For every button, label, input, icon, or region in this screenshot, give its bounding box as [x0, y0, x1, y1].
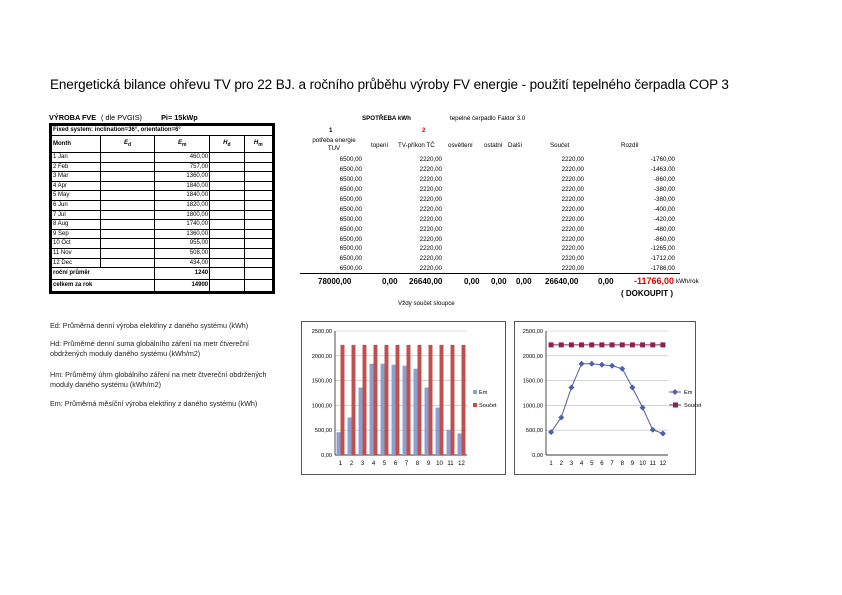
- soucet-value: 2220,00: [561, 175, 584, 183]
- fve-row: [52, 239, 273, 249]
- x-tick-label: 5: [382, 461, 387, 467]
- x-tick-label: 2: [559, 461, 563, 467]
- fve-em: 460,00: [155, 153, 210, 163]
- fve-table-block: [49, 112, 275, 294]
- soucet-value: 2220,00: [561, 185, 584, 193]
- tuv-value: 6500,00: [339, 205, 362, 213]
- x-tick-label: 6: [600, 461, 604, 467]
- fve-em: 434,00: [155, 258, 210, 268]
- fve-hd: [210, 239, 244, 249]
- y-tick-label: 1000,00: [311, 403, 332, 410]
- fve-month: 1 Jan: [52, 153, 101, 163]
- fve-ed: [100, 200, 155, 210]
- fve-em: 1360,00: [155, 172, 210, 182]
- tv-value: 2220,00: [419, 195, 442, 203]
- x-tick-label: 3: [360, 461, 365, 467]
- fve-hm: [244, 258, 272, 268]
- fve-ed: [100, 248, 155, 258]
- fve-month: 9 Sep: [52, 229, 101, 239]
- fve-month: 11 Nov: [52, 248, 101, 258]
- fve-power: Pi= 15kWp: [161, 113, 198, 122]
- col-number-1: 1: [329, 127, 333, 134]
- bar-em: [370, 364, 374, 455]
- fve-hd: [210, 200, 244, 210]
- avg-value: 1240: [155, 268, 210, 280]
- tuv-value: 6500,00: [339, 215, 362, 223]
- bar-soucet: [352, 345, 356, 455]
- fve-ed: [100, 191, 155, 201]
- col-month: Month: [52, 136, 101, 153]
- point-soucet: [569, 342, 574, 347]
- bar-em: [447, 430, 451, 455]
- fve-ed: [100, 172, 155, 182]
- bar-soucet: [396, 345, 400, 455]
- fve-em: 1740,00: [155, 220, 210, 230]
- x-tick-label: 6: [393, 461, 398, 467]
- point-em: [568, 385, 574, 391]
- fve-hd: [210, 248, 244, 258]
- tv-value: 2220,00: [419, 255, 442, 263]
- point-em: [579, 361, 585, 367]
- x-tick-label: 1: [549, 461, 553, 467]
- soucet-value: 2220,00: [561, 195, 584, 203]
- tuv-value: 6500,00: [339, 225, 362, 233]
- tuv-value: 6500,00: [339, 185, 362, 193]
- bar-em: [425, 388, 429, 455]
- x-tick-label: 8: [620, 461, 624, 467]
- x-tick-label: 2: [349, 461, 354, 467]
- x-tick-label: 11: [649, 461, 656, 467]
- x-tick-label: 12: [458, 461, 465, 467]
- soucet-value: 2220,00: [561, 255, 584, 263]
- heat-pump-note: tepelné čerpadlo Faktor 3.0: [450, 115, 526, 122]
- note-ed: Ed: Průměrná denní výroba elektřiny z daného systému (kWh): [50, 321, 249, 330]
- col-number-2: 2: [422, 127, 426, 134]
- tuv-value: 6500,00: [339, 235, 362, 243]
- fve-hm: [244, 153, 272, 163]
- tv-value: 2220,00: [419, 185, 442, 193]
- legend-label: Součet: [684, 403, 702, 409]
- fve-hm: [244, 200, 272, 210]
- point-em: [629, 385, 635, 391]
- soucet-value: 2220,00: [561, 165, 584, 173]
- tv-value: 2220,00: [419, 205, 442, 213]
- fve-em: 757,00: [155, 162, 210, 172]
- col-header-ostatni: ostatní: [484, 142, 503, 149]
- col-hm: $H_m$: [244, 136, 272, 153]
- rozdil-value: -1760,00: [650, 156, 675, 163]
- bar-soucet: [385, 345, 389, 455]
- fve-month: 5 May: [52, 191, 101, 201]
- fve-ed: [100, 210, 155, 220]
- total-zero: 0,00: [598, 277, 614, 286]
- x-tick-label: 9: [630, 461, 635, 467]
- tuv-value: 6500,00: [339, 175, 362, 183]
- y-tick-label: 0,00: [321, 453, 332, 459]
- legend-label: Součet: [479, 403, 497, 409]
- bar-em: [392, 365, 396, 455]
- col-header-soucet: Součet: [550, 142, 570, 149]
- fve-row: [52, 153, 273, 163]
- point-em: [660, 430, 666, 436]
- avg-row: [52, 268, 273, 280]
- fve-em: 1840,00: [155, 191, 210, 201]
- fve-hd: [210, 172, 244, 182]
- y-tick-label: 500,00: [314, 428, 332, 435]
- tuv-value: 6500,00: [339, 245, 362, 253]
- soucet-value: 2220,00: [561, 235, 584, 243]
- point-soucet: [650, 342, 655, 347]
- bar-em: [436, 408, 440, 455]
- bar-soucet: [440, 345, 444, 455]
- fve-hm: [244, 172, 272, 182]
- legend-label: Em: [479, 390, 488, 396]
- x-tick-label: 8: [415, 461, 420, 467]
- tuv-value: 6500,00: [339, 255, 362, 263]
- fve-month: 7 Jul: [52, 210, 101, 220]
- tv-value: 2220,00: [419, 265, 442, 273]
- total-tuv: 78000,00: [318, 277, 352, 286]
- bar-soucet: [451, 345, 455, 455]
- fve-hd: [210, 153, 244, 163]
- total-soucet: 26640,00: [545, 277, 579, 286]
- legend-swatch: [473, 390, 477, 394]
- x-tick-label: 4: [579, 461, 584, 467]
- point-em: [650, 427, 656, 433]
- tv-value: 2220,00: [419, 156, 442, 163]
- fve-row: [52, 172, 273, 182]
- fve-em: 1360,00: [155, 229, 210, 239]
- point-soucet: [599, 342, 604, 347]
- col-header-osvetleni: osvětlení: [448, 142, 473, 149]
- total-osvetleni: 0,00: [464, 277, 480, 286]
- fve-em: 955,00: [155, 239, 210, 249]
- x-tick-label: 10: [639, 461, 646, 467]
- line-chart-frame: [514, 321, 702, 475]
- rozdil-value: -1712,00: [650, 255, 675, 263]
- fve-hm: [244, 239, 272, 249]
- point-soucet: [559, 342, 564, 347]
- fve-ed: [100, 258, 155, 268]
- bar-chart-frame: [301, 321, 506, 475]
- tuv-value: 6500,00: [339, 165, 362, 173]
- tv-value: 2220,00: [419, 175, 442, 183]
- point-soucet: [660, 342, 665, 347]
- rozdil-value: -860,00: [654, 235, 675, 243]
- fve-month: 8 Aug: [52, 220, 101, 230]
- line-chart: [515, 322, 702, 474]
- fve-month: 3 Mar: [52, 172, 101, 182]
- y-tick-label: 2000,00: [522, 353, 543, 360]
- soucet-value: 2220,00: [561, 215, 584, 223]
- rozdil-value: -420,00: [654, 215, 675, 223]
- col-header-tv: TV-příkon TČ: [398, 142, 435, 149]
- fve-row: [52, 181, 273, 191]
- rozdil-value: -1463,00: [650, 165, 675, 173]
- col-ed: $E_d$: [100, 136, 155, 153]
- fve-row: [52, 200, 273, 210]
- col-header-topeni: topení: [371, 142, 389, 149]
- rozdil-column: [624, 155, 675, 274]
- soucet-value: 2220,00: [561, 225, 584, 233]
- x-tick-label: 7: [610, 461, 614, 467]
- legend-marker: [673, 403, 678, 408]
- rozdil-value: -380,00: [654, 195, 675, 203]
- fve-hd: [210, 220, 244, 230]
- fve-heading: VÝROBA FVE: [49, 113, 97, 122]
- series-line-em: [551, 364, 663, 434]
- bar-chart: [302, 322, 505, 474]
- note-em: Em: Průměrná měsíční výroba elektřiny z daného systému (kWh): [50, 399, 258, 408]
- soucet-value: 2220,00: [561, 156, 584, 163]
- x-tick-label: 12: [659, 461, 667, 467]
- tv-value: 2220,00: [419, 165, 442, 173]
- x-tick-label: 9: [426, 461, 431, 467]
- total-ostatni: 0,00: [491, 277, 507, 286]
- y-tick-label: 2500,00: [522, 329, 543, 335]
- point-em: [558, 414, 564, 420]
- fve-ed: [100, 162, 155, 172]
- y-tick-label: 1500,00: [522, 378, 543, 385]
- fve-ed: [100, 239, 155, 249]
- point-soucet: [610, 342, 615, 347]
- fve-ed: [100, 229, 155, 239]
- total-tv: 26640,00: [409, 277, 443, 286]
- bar-soucet: [418, 345, 422, 455]
- total-dalsi: 0,00: [516, 277, 532, 286]
- y-tick-label: 500,00: [525, 428, 543, 435]
- rozdil-value: -1786,00: [650, 265, 675, 273]
- x-tick-label: 11: [447, 461, 454, 467]
- y-tick-label: 0,00: [532, 453, 543, 459]
- bar-em: [337, 432, 341, 455]
- bar-soucet: [407, 345, 411, 455]
- point-soucet: [630, 342, 635, 347]
- rozdil-value: -380,00: [654, 185, 675, 193]
- note-hd: Hd: Průměrné denní suma globálního záření na metr čtvereční obdržených moduly daného systému (kWh/m2): [50, 339, 249, 358]
- fve-month: 10 Oct: [52, 239, 101, 249]
- tv-value: 2220,00: [419, 225, 442, 233]
- point-soucet: [579, 342, 584, 347]
- fve-row: [52, 258, 273, 268]
- fve-hd: [210, 162, 244, 172]
- x-tick-label: 1: [338, 461, 343, 467]
- bar-em: [414, 369, 418, 455]
- legend-label: Em: [684, 390, 693, 396]
- fve-source: ( dle PVGIS): [101, 113, 142, 122]
- fve-em: 1840,00: [155, 181, 210, 191]
- point-soucet: [640, 342, 645, 347]
- point-soucet: [549, 342, 554, 347]
- col-hd: $H_d$: [210, 136, 244, 153]
- bar-em: [403, 366, 407, 455]
- bar-em: [458, 433, 462, 455]
- soucet-value: 2220,00: [561, 205, 584, 213]
- tv-value: 2220,00: [419, 215, 442, 223]
- fve-row: [52, 248, 273, 258]
- fve-hd: [210, 229, 244, 239]
- point-em: [619, 366, 625, 372]
- fve-hd: [210, 210, 244, 220]
- page-title: Energetická bilance ohřevu TV pro 22 BJ. a ročního průběhu výroby FV energie - použití tepelného čerpadla COP 3: [50, 77, 729, 92]
- total-unit: kWh/rok: [676, 278, 699, 285]
- fve-header-row: [52, 136, 273, 153]
- soucet-value: 2220,00: [561, 245, 584, 253]
- fve-row: [52, 229, 273, 239]
- spotreba-heading: SPOTŘEBA kWh: [362, 115, 411, 122]
- fve-month: 6 Jun: [52, 200, 101, 210]
- fve-em: 1820,00: [155, 200, 210, 210]
- rozdil-value: -400,00: [654, 205, 675, 213]
- fve-row: [52, 210, 273, 220]
- fve-ed: [100, 153, 155, 163]
- fixed-system-label: Fixed system: inclination=36°, orientation=6°: [52, 126, 273, 136]
- total-rozdil: -11766,00: [634, 276, 675, 286]
- bar-em: [348, 417, 352, 455]
- y-tick-label: 2000,00: [311, 353, 332, 360]
- fve-hd: [210, 258, 244, 268]
- fve-hd: [210, 181, 244, 191]
- fve-table-frame: [49, 123, 275, 294]
- x-tick-label: 10: [436, 461, 443, 467]
- fve-heading-row: [49, 112, 275, 123]
- fve-hm: [244, 210, 272, 220]
- x-tick-label: 3: [569, 461, 574, 467]
- tuv-value: 6500,00: [339, 156, 362, 163]
- fve-ed: [100, 220, 155, 230]
- rozdil-value: -860,00: [654, 175, 675, 183]
- fve-hm: [244, 181, 272, 191]
- tuv-value: 6500,00: [339, 265, 362, 273]
- point-soucet: [620, 342, 625, 347]
- bar-soucet: [374, 345, 378, 455]
- tv-value: 2220,00: [419, 235, 442, 243]
- column-sum-footnote: Vždy součet sloupce: [398, 300, 455, 307]
- total-topeni: 0,00: [382, 277, 398, 286]
- avg-label: roční průměr: [52, 268, 155, 280]
- fve-month: 2 Feb: [52, 162, 101, 172]
- fve-month: 12 Dec: [52, 258, 101, 268]
- fve-hm: [244, 229, 272, 239]
- x-tick-label: 4: [371, 461, 376, 467]
- y-tick-label: 2500,00: [311, 329, 332, 335]
- y-tick-label: 1000,00: [522, 403, 543, 410]
- legend-swatch: [473, 403, 477, 407]
- total-value: 14900: [155, 280, 210, 292]
- bar-soucet: [341, 345, 345, 455]
- point-em: [599, 362, 605, 368]
- fve-hm: [244, 191, 272, 201]
- col-header-tuv: potřeba energie TUV: [312, 137, 356, 152]
- tv-column: [396, 155, 442, 274]
- fve-row: [52, 220, 273, 230]
- tuv-column: [316, 155, 362, 274]
- totals-separator: [300, 273, 680, 274]
- rozdil-value: -480,00: [654, 225, 675, 233]
- col-header-rozdil: Rozdíl: [621, 142, 639, 149]
- fve-hm: [244, 248, 272, 258]
- point-em: [609, 363, 615, 369]
- point-em: [589, 361, 595, 367]
- bar-em: [359, 388, 363, 455]
- soucet-value: 2220,00: [561, 265, 584, 273]
- point-soucet: [589, 342, 594, 347]
- fve-hd: [210, 191, 244, 201]
- fve-month: 4 Apr: [52, 181, 101, 191]
- bar-soucet: [462, 345, 466, 455]
- bar-soucet: [363, 345, 367, 455]
- dokoupit-label: ( DOKOUPIT ): [621, 289, 673, 298]
- tv-value: 2220,00: [419, 245, 442, 253]
- fve-em: 1800,00: [155, 210, 210, 220]
- y-tick-label: 1500,00: [311, 378, 332, 385]
- bar-soucet: [429, 345, 433, 455]
- fve-ed: [100, 181, 155, 191]
- fve-hm: [244, 220, 272, 230]
- fve-row: [52, 191, 273, 201]
- x-tick-label: 5: [590, 461, 594, 467]
- total-label: celkem za rok: [52, 280, 155, 292]
- legend-marker: [672, 389, 678, 395]
- fve-em: 508,00: [155, 248, 210, 258]
- tuv-value: 6500,00: [339, 195, 362, 203]
- x-tick-label: 7: [404, 461, 409, 467]
- soucet-column: [540, 155, 584, 274]
- fve-table: [51, 125, 273, 292]
- bar-em: [381, 364, 385, 455]
- total-row: [52, 280, 273, 292]
- col-em: $E_m$: [155, 136, 210, 153]
- col-header-dalsi: Další: [508, 142, 523, 149]
- note-hm: Hm: Průměrný úhrn globálního záření na metr čtvereční obdržených moduly daného systému (kWh/m2): [50, 370, 267, 389]
- rozdil-value: -1265,00: [650, 245, 675, 253]
- fve-row: [52, 162, 273, 172]
- fve-hm: [244, 162, 272, 172]
